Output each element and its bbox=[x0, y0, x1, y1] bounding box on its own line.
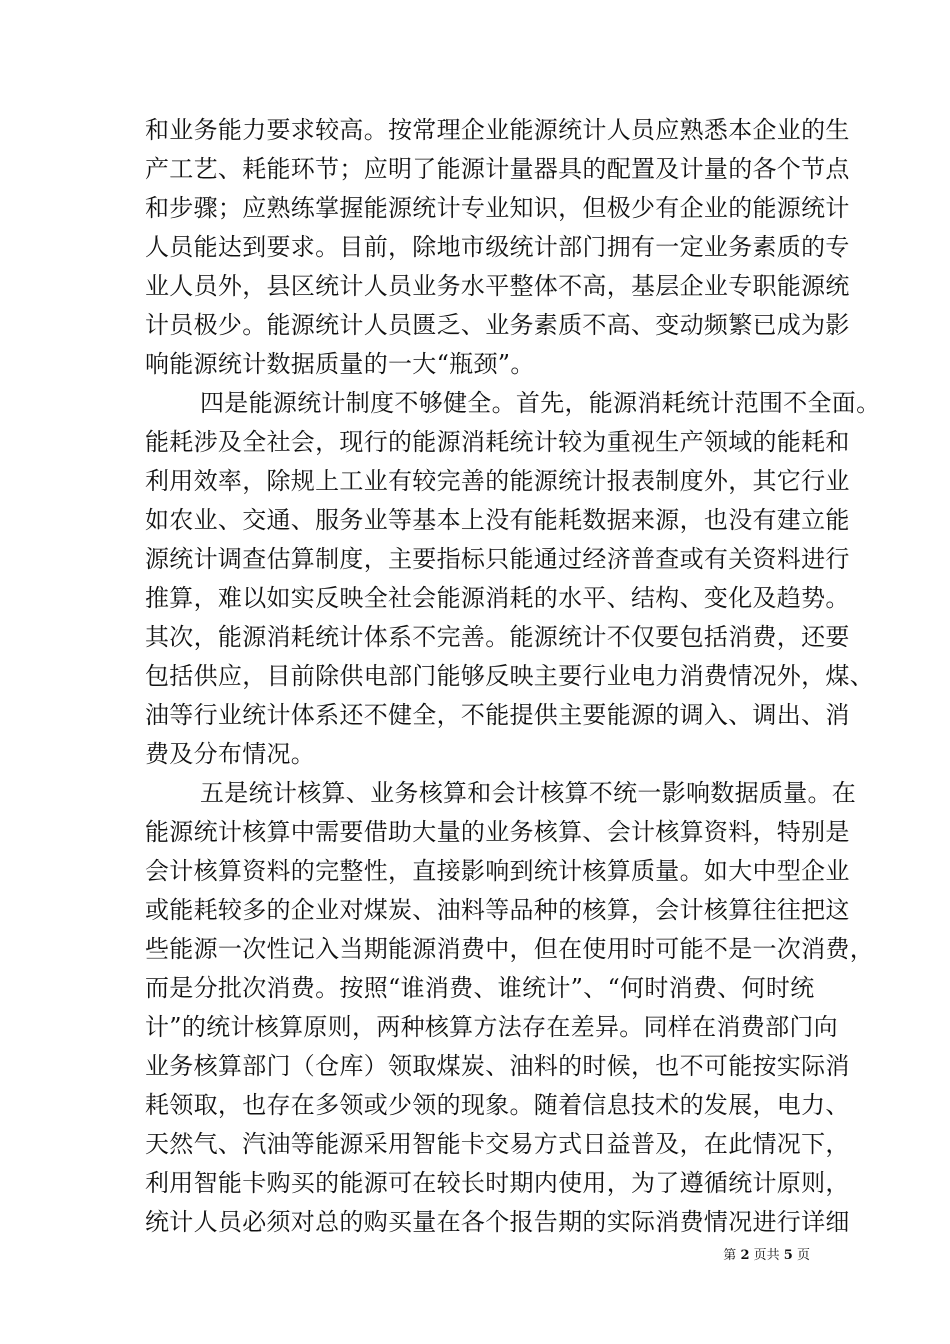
text-line: 源统计调查估算制度，主要指标只能通过经济普查或有关资料进行 bbox=[145, 545, 850, 573]
text-line: 天然气、汽油等能源采用智能卡交易方式日益普及，在此情况下， bbox=[145, 1130, 850, 1158]
paragraph-start-line: 四是能源统计制度不够健全。首先，能源消耗统计范围不全面。 bbox=[200, 389, 881, 417]
text-line: 产工艺、耗能环节；应明了能源计量器具的配置及计量的各个节点 bbox=[145, 155, 850, 183]
paragraph-start-line: 五是统计核算、业务核算和会计核算不统一影响数据质量。在 bbox=[200, 779, 857, 807]
text-line: 费及分布情况。 bbox=[145, 740, 316, 768]
text-line: 响能源统计数据质量的一大“瓶颈”。 bbox=[145, 350, 535, 378]
text-line: 会计核算资料的完整性，直接影响到统计核算质量。如大中型企业 bbox=[145, 857, 850, 885]
text-line: 和步骤；应熟练掌握能源统计专业知识，但极少有企业的能源统计 bbox=[145, 194, 850, 222]
footer-middle: 页共 bbox=[753, 1248, 780, 1263]
text-line: 计员极少。能源统计人员匮乏、业务素质不高、变动频繁已成为影 bbox=[145, 311, 850, 339]
text-line: 如农业、交通、服务业等基本上没有能耗数据来源，也没有建立能 bbox=[145, 506, 850, 534]
footer-suffix: 页 bbox=[796, 1248, 810, 1263]
text-line: 其次，能源消耗统计体系不完善。能源统计不仅要包括消费，还要 bbox=[145, 623, 850, 651]
text-line: 推算，难以如实反映全社会能源消耗的水平、结构、变化及趋势。 bbox=[145, 584, 850, 612]
text-line: 统计人员必须对总的购买量在各个报告期的实际消费情况进行详细 bbox=[145, 1208, 850, 1236]
text-line: 能耗涉及全社会，现行的能源消耗统计较为重视生产领域的能耗和 bbox=[145, 428, 850, 456]
text-line: 和业务能力要求较高。按常理企业能源统计人员应熟悉本企业的生 bbox=[145, 116, 850, 144]
text-line: 利用效率，除规上工业有较完善的能源统计报表制度外，其它行业 bbox=[145, 467, 850, 495]
text-line: 业务核算部门（仓库）领取煤炭、油料的时候，也不可能按实际消 bbox=[145, 1052, 850, 1080]
page-number-footer bbox=[650, 1248, 810, 1264]
text-line: 或能耗较多的企业对煤炭、油料等品种的核算，会计核算往往把这 bbox=[145, 896, 850, 924]
footer-prefix: 第 bbox=[723, 1248, 737, 1263]
text-line: 油等行业统计体系还不健全，不能提供主要能源的调入、调出、消 bbox=[145, 701, 850, 729]
text-line: 包括供应，目前除供电部门能够反映主要行业电力消费情况外，煤、 bbox=[145, 662, 874, 690]
text-line: 而是分批次消费。按照“谁消费、谁统计”、“何时消费、何时统 bbox=[145, 974, 815, 1002]
text-line: 人员能达到要求。目前，除地市级统计部门拥有一定业务素质的专 bbox=[145, 233, 850, 261]
current-page-number: 2 bbox=[740, 1248, 750, 1263]
text-line: 利用智能卡购买的能源可在较长时期内使用，为了遵循统计原则， bbox=[145, 1169, 850, 1197]
text-line: 计”的统计核算原则，两种核算方法存在差异。同样在消费部门向 bbox=[145, 1013, 838, 1041]
total-pages-number: 5 bbox=[783, 1248, 793, 1263]
text-line: 能源统计核算中需要借助大量的业务核算、会计核算资料，特别是 bbox=[145, 818, 850, 846]
text-line: 些能源一次性记入当期能源消费中，但在使用时可能不是一次消费， bbox=[145, 935, 874, 963]
text-line: 耗领取，也存在多领或少领的现象。随着信息技术的发展，电力、 bbox=[145, 1091, 850, 1119]
text-line: 业人员外，县区统计人员业务水平整体不高，基层企业专职能源统 bbox=[145, 272, 850, 300]
